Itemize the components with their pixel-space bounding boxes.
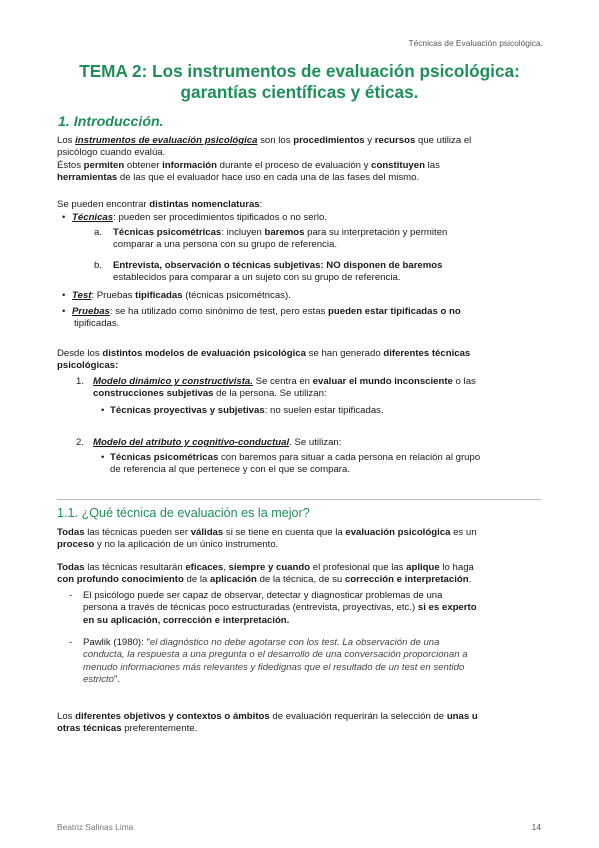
model-1: 1. Modelo dinámico y constructivista. Se centra en evaluar el mundo inconsciente o las construcciones subjetivas de la persona. Se utilizan:	[76, 376, 476, 400]
running-header: Técnicas de Evaluación psicológica.	[408, 38, 543, 48]
list-item-a: a. Técnicas psicométricas: incluyen baremos para su interpretación y permiten comparar a una persona con su grupo de referencia.	[94, 227, 448, 251]
objetivos-paragraph: Los diferentes objetivos y contextos o ámbitos de evaluación requerirán la selección de unas u otras técnicas preferentemente.	[57, 711, 478, 735]
bullet-dot: •	[101, 405, 105, 416]
bullet-pruebas: • Pruebas: se ha utilizado como sinónimo de test, pero estas pueden estar tipificadas o no tipificadas.	[62, 306, 461, 330]
page-title	[40, 61, 559, 103]
page-number: 14	[531, 822, 541, 832]
list-item-b: b. Entrevista, observación o técnicas subjetivas: NO disponen de baremos establecidos para comparar a un sujeto con su grupo de referencia.	[94, 260, 443, 284]
section-heading-introduccion: 1. Introducción.	[58, 114, 164, 130]
bullet-dot: •	[62, 212, 66, 223]
title-line-2: garantías científicas y éticas.	[180, 82, 419, 102]
model-2: 2. Modelo del atributo y cognitivo-conductual. Se utilizan:	[76, 437, 342, 448]
section-divider	[57, 499, 541, 500]
validas-paragraph: Todas las técnicas pueden ser válidas si se tiene en cuenta que la evaluación psicológica es un proceso y no la aplicación de un único instrumento.	[57, 527, 477, 551]
intro-paragraph: Los instrumentos de evaluación psicológica son los procedimientos y recursos que utiliza el psicólogo cuando evalúa. Éstos permiten obtener información durante el proceso de evaluación y constituyen las herramientas de las que el evaluador hace uso en cada una de las fases del mismo.	[57, 135, 472, 184]
section-heading-mejor-tecnica: 1.1. ¿Qué técnica de evaluación es la mejor?	[57, 506, 310, 520]
bullet-dot: •	[62, 306, 66, 317]
model-1-subbullet: • Técnicas proyectivas y subjetivas: no suelen estar tipificadas.	[101, 405, 384, 416]
dash-item-pawlik: - Pawlik (1980): "el diagnóstico no debe agotarse con los test. La observación de una conducta, la respuesta a una pregunta o el desarrollo de una conversación proporcionan a menudo informaciones más relevantes y fidedignas que el resultado de un test en sentido estricto".	[69, 637, 468, 686]
bullet-test: • Test: Pruebas tipificadas (técnicas psicométricas).	[62, 290, 291, 301]
nomenclaturas-paragraph: Se pueden encontrar distintas nomenclaturas:	[57, 199, 263, 210]
footer-author: Beatriz Salinas Lima	[57, 822, 134, 832]
title-line-1: TEMA 2: Los instrumentos de evaluación psicológica:	[79, 61, 520, 81]
bullet-tecnicas: • Técnicas: pueden ser procedimientos tipificados o no serlo.	[62, 212, 327, 223]
bullet-dot: •	[101, 452, 105, 463]
bullet-dot: •	[62, 290, 66, 301]
model-2-subbullet: • Técnicas psicométricas con baremos para situar a cada persona en relación al grupo de referencia al que pertenece y con el que se compara.	[101, 452, 481, 476]
dash-item-psicologo: - El psicólogo puede ser capaz de observar, detectar y diagnosticar problemas de una persona a través de técnicas poco estructuradas (entrevista, proyectivas, etc.) si es experto en su aplicación, corrección e interpretación.	[69, 590, 477, 626]
eficaces-paragraph: Todas las técnicas resultarán eficaces, siempre y cuando el profesional que las aplique lo haga con profundo conocimiento de la aplicación de la técnica, de su corrección e interpretación.	[57, 562, 474, 586]
modelos-paragraph: Desde los distintos modelos de evaluación psicológica se han generado diferentes técnicas psicológicas:	[57, 348, 471, 372]
